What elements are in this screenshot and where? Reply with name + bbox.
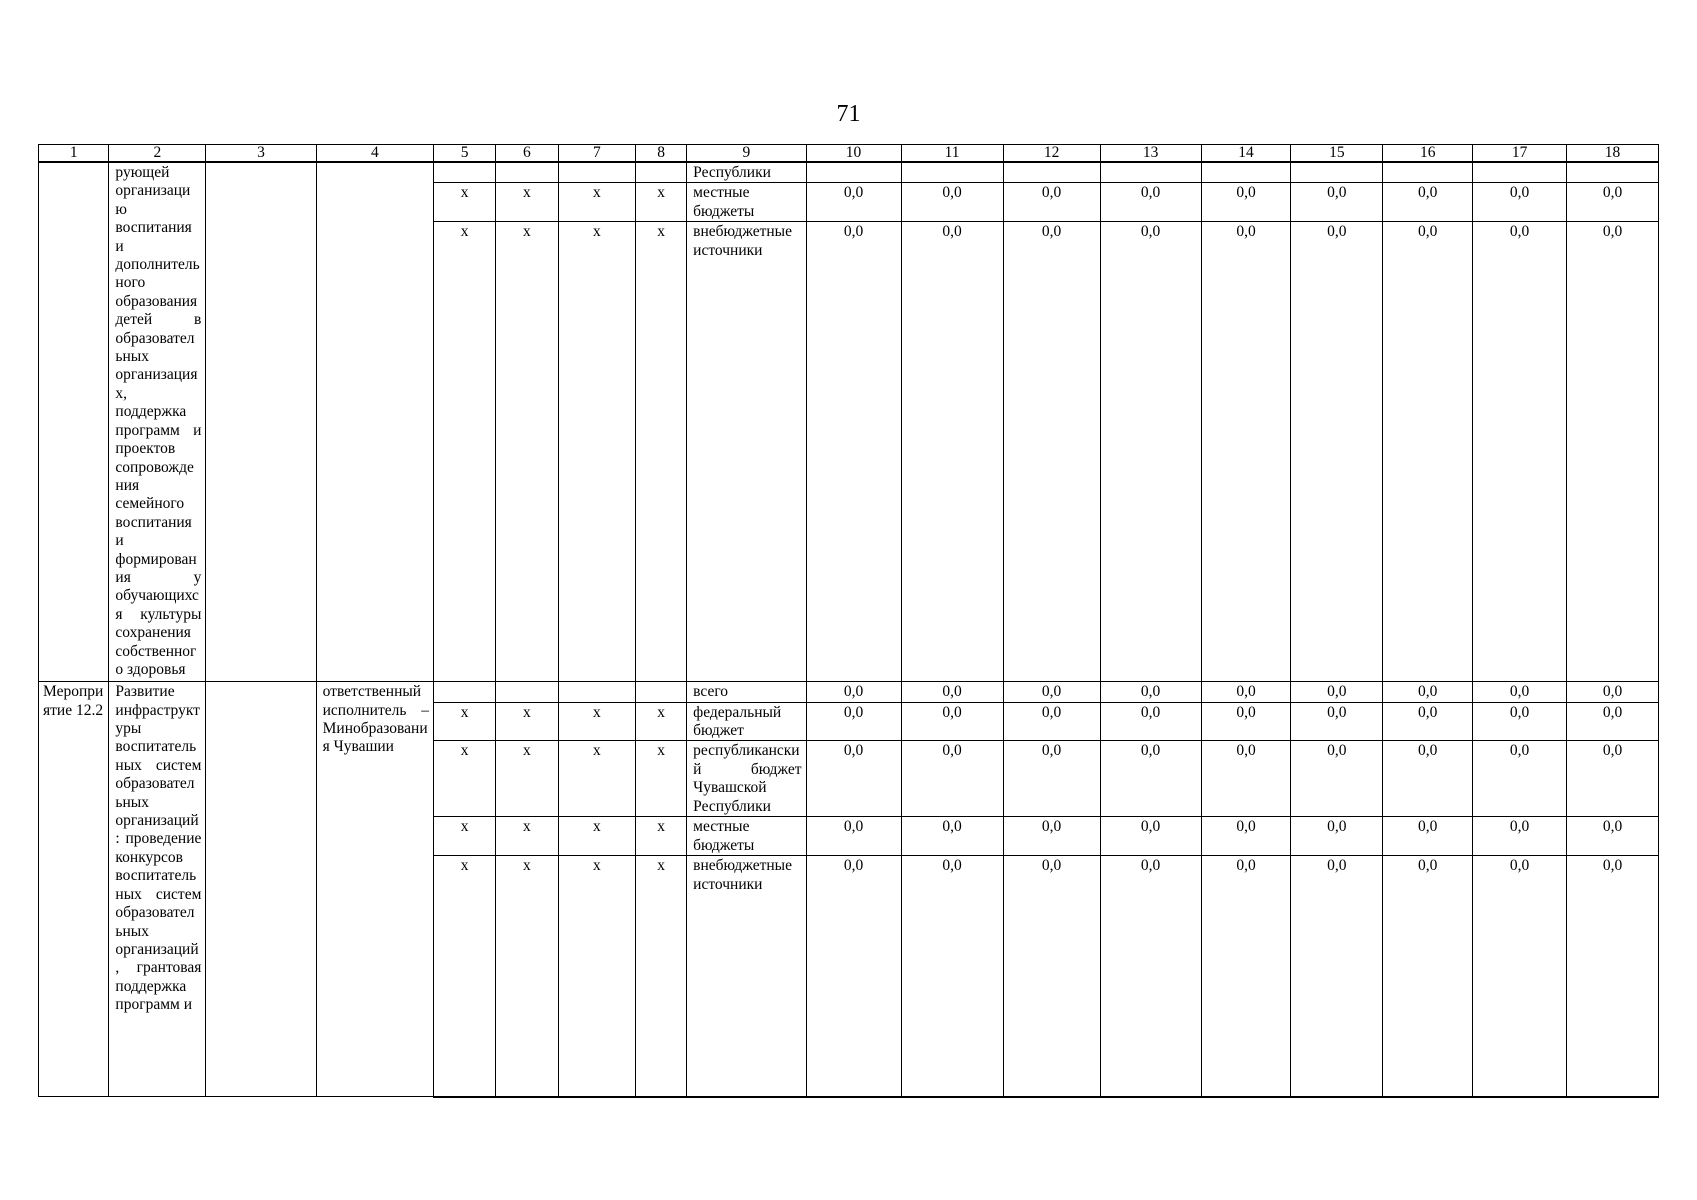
- cell-col6: х: [496, 183, 558, 222]
- value-cell: [1100, 162, 1201, 183]
- table-row: [39, 162, 1659, 183]
- value-cell: 0,0: [1473, 817, 1567, 856]
- cell-col5: х: [434, 741, 496, 817]
- description-cell: рующей организацию воспитания и дополнительного образования детей в образовательных организациях, поддержка программ и проектов сопровождения семейного воспитания и формирования у обучающихся культуры сохранения собственного здоровья: [109, 162, 206, 682]
- value-cell: 0,0: [901, 856, 1003, 1097]
- cell-col5: х: [434, 856, 496, 1097]
- value-cell: 0,0: [1473, 741, 1567, 817]
- column-header: 17: [1473, 145, 1567, 163]
- value-cell: 0,0: [1003, 741, 1100, 817]
- cell-col5: [434, 682, 496, 702]
- column-header: 14: [1201, 145, 1291, 163]
- value-cell: 0,0: [806, 702, 901, 741]
- cell-col6: [496, 162, 558, 183]
- funding-source: местные бюджеты: [687, 817, 806, 856]
- value-cell: 0,0: [1100, 222, 1201, 682]
- cell-col7: [558, 162, 636, 183]
- value-cell: 0,0: [1383, 741, 1473, 817]
- status-cell: [39, 162, 109, 682]
- cell-col5: х: [434, 817, 496, 856]
- value-cell: [1201, 162, 1291, 183]
- value-cell: 0,0: [1100, 741, 1201, 817]
- value-cell: 0,0: [1567, 856, 1659, 1097]
- value-cell: 0,0: [901, 183, 1003, 222]
- value-cell: 0,0: [1291, 702, 1383, 741]
- cell-col8: х: [636, 183, 687, 222]
- cell-col8: х: [636, 222, 687, 682]
- value-cell: 0,0: [1567, 817, 1659, 856]
- value-cell: 0,0: [806, 741, 901, 817]
- value-cell: 0,0: [1383, 856, 1473, 1097]
- value-cell: 0,0: [1291, 856, 1383, 1097]
- executor-cell: [316, 162, 433, 682]
- value-cell: [1473, 162, 1567, 183]
- cell-col7: х: [558, 183, 636, 222]
- value-cell: 0,0: [1567, 222, 1659, 682]
- value-cell: 0,0: [806, 817, 901, 856]
- cell-col8: [636, 682, 687, 702]
- value-cell: 0,0: [1567, 741, 1659, 817]
- value-cell: 0,0: [1100, 856, 1201, 1097]
- value-cell: 0,0: [1383, 183, 1473, 222]
- value-cell: 0,0: [1201, 222, 1291, 682]
- value-cell: 0,0: [901, 817, 1003, 856]
- value-cell: 0,0: [1291, 222, 1383, 682]
- value-cell: 0,0: [1100, 682, 1201, 702]
- value-cell: 0,0: [1473, 856, 1567, 1097]
- value-cell: 0,0: [1291, 817, 1383, 856]
- funding-source: внебюджетные источники: [687, 222, 806, 682]
- value-cell: 0,0: [806, 222, 901, 682]
- value-cell: 0,0: [1003, 817, 1100, 856]
- column-header: 6: [496, 145, 558, 163]
- cell-col7: х: [558, 856, 636, 1097]
- value-cell: 0,0: [1100, 817, 1201, 856]
- value-cell: [901, 162, 1003, 183]
- column-header: 7: [558, 145, 636, 163]
- resource-table: [38, 144, 1659, 1098]
- value-cell: 0,0: [1473, 183, 1567, 222]
- value-cell: 0,0: [1567, 702, 1659, 741]
- value-cell: [1003, 162, 1100, 183]
- funding-source: Республики: [687, 162, 806, 183]
- value-cell: [1383, 162, 1473, 183]
- value-cell: 0,0: [901, 222, 1003, 682]
- column-header: 8: [636, 145, 687, 163]
- value-cell: 0,0: [901, 682, 1003, 702]
- cell-col7: х: [558, 702, 636, 741]
- value-cell: 0,0: [1201, 741, 1291, 817]
- value-cell: 0,0: [1473, 682, 1567, 702]
- status-cell: Мероприятие 12.2: [39, 682, 109, 1097]
- value-cell: 0,0: [1567, 682, 1659, 702]
- cell-col6: х: [496, 856, 558, 1097]
- funding-source: федеральный бюджет: [687, 702, 806, 741]
- cell-col7: х: [558, 222, 636, 682]
- funding-source: республиканский бюджет Чувашской Республики: [687, 741, 806, 817]
- value-cell: 0,0: [1201, 856, 1291, 1097]
- value-cell: 0,0: [1567, 183, 1659, 222]
- value-cell: 0,0: [1291, 682, 1383, 702]
- column-header: 3: [206, 145, 316, 163]
- cell-col5: [434, 162, 496, 183]
- column-header: 10: [806, 145, 901, 163]
- cell-col5: х: [434, 702, 496, 741]
- cell-col6: х: [496, 817, 558, 856]
- value-cell: 0,0: [806, 856, 901, 1097]
- value-cell: 0,0: [1473, 702, 1567, 741]
- value-cell: 0,0: [1383, 682, 1473, 702]
- cell-col3: [206, 682, 316, 1097]
- cell-col8: х: [636, 817, 687, 856]
- value-cell: 0,0: [806, 183, 901, 222]
- description-cell: Развитие инфраструктуры воспитательных систем образовательных организаций: проведение конкурсов воспитательных систем образовательных организаций, грантовая поддержка программ и: [109, 682, 206, 1097]
- value-cell: 0,0: [1003, 222, 1100, 682]
- value-cell: [806, 162, 901, 183]
- table-row: [39, 682, 1659, 702]
- value-cell: 0,0: [1100, 183, 1201, 222]
- column-header: 15: [1291, 145, 1383, 163]
- value-cell: 0,0: [1003, 856, 1100, 1097]
- value-cell: 0,0: [1003, 702, 1100, 741]
- column-header: 9: [687, 145, 806, 163]
- column-header: 4: [316, 145, 433, 163]
- value-cell: 0,0: [1100, 702, 1201, 741]
- value-cell: 0,0: [901, 741, 1003, 817]
- value-cell: 0,0: [1201, 702, 1291, 741]
- column-header: 13: [1100, 145, 1201, 163]
- value-cell: 0,0: [1473, 222, 1567, 682]
- funding-source: местные бюджеты: [687, 183, 806, 222]
- value-cell: 0,0: [1383, 702, 1473, 741]
- column-header: 16: [1383, 145, 1473, 163]
- funding-source: всего: [687, 682, 806, 702]
- value-cell: 0,0: [1003, 183, 1100, 222]
- value-cell: 0,0: [1201, 817, 1291, 856]
- cell-col5: х: [434, 183, 496, 222]
- cell-col3: [206, 162, 316, 682]
- column-number-row: [39, 145, 1659, 163]
- page-number: 71: [836, 101, 861, 127]
- value-cell: 0,0: [1201, 183, 1291, 222]
- cell-col5: х: [434, 222, 496, 682]
- cell-col7: х: [558, 741, 636, 817]
- value-cell: 0,0: [1383, 817, 1473, 856]
- value-cell: [1567, 162, 1659, 183]
- executor-cell: ответственный исполнитель – Минобразования Чувашии: [316, 682, 433, 1097]
- cell-col8: х: [636, 741, 687, 817]
- column-header: 5: [434, 145, 496, 163]
- value-cell: 0,0: [1201, 682, 1291, 702]
- cell-col8: х: [636, 702, 687, 741]
- value-cell: 0,0: [1003, 682, 1100, 702]
- value-cell: 0,0: [1291, 741, 1383, 817]
- cell-col6: х: [496, 702, 558, 741]
- cell-col6: х: [496, 222, 558, 682]
- funding-source: внебюджетные источники: [687, 856, 806, 1097]
- value-cell: 0,0: [1383, 222, 1473, 682]
- cell-col6: [496, 682, 558, 702]
- cell-col7: х: [558, 817, 636, 856]
- cell-col6: х: [496, 741, 558, 817]
- column-header: 1: [39, 145, 109, 163]
- column-header: 2: [109, 145, 206, 163]
- column-header: 11: [901, 145, 1003, 163]
- column-header: 12: [1003, 145, 1100, 163]
- value-cell: [1291, 162, 1383, 183]
- cell-col8: [636, 162, 687, 183]
- value-cell: 0,0: [901, 702, 1003, 741]
- value-cell: 0,0: [806, 682, 901, 702]
- cell-col8: х: [636, 856, 687, 1097]
- cell-col7: [558, 682, 636, 702]
- column-header: 18: [1567, 145, 1659, 163]
- value-cell: 0,0: [1291, 183, 1383, 222]
